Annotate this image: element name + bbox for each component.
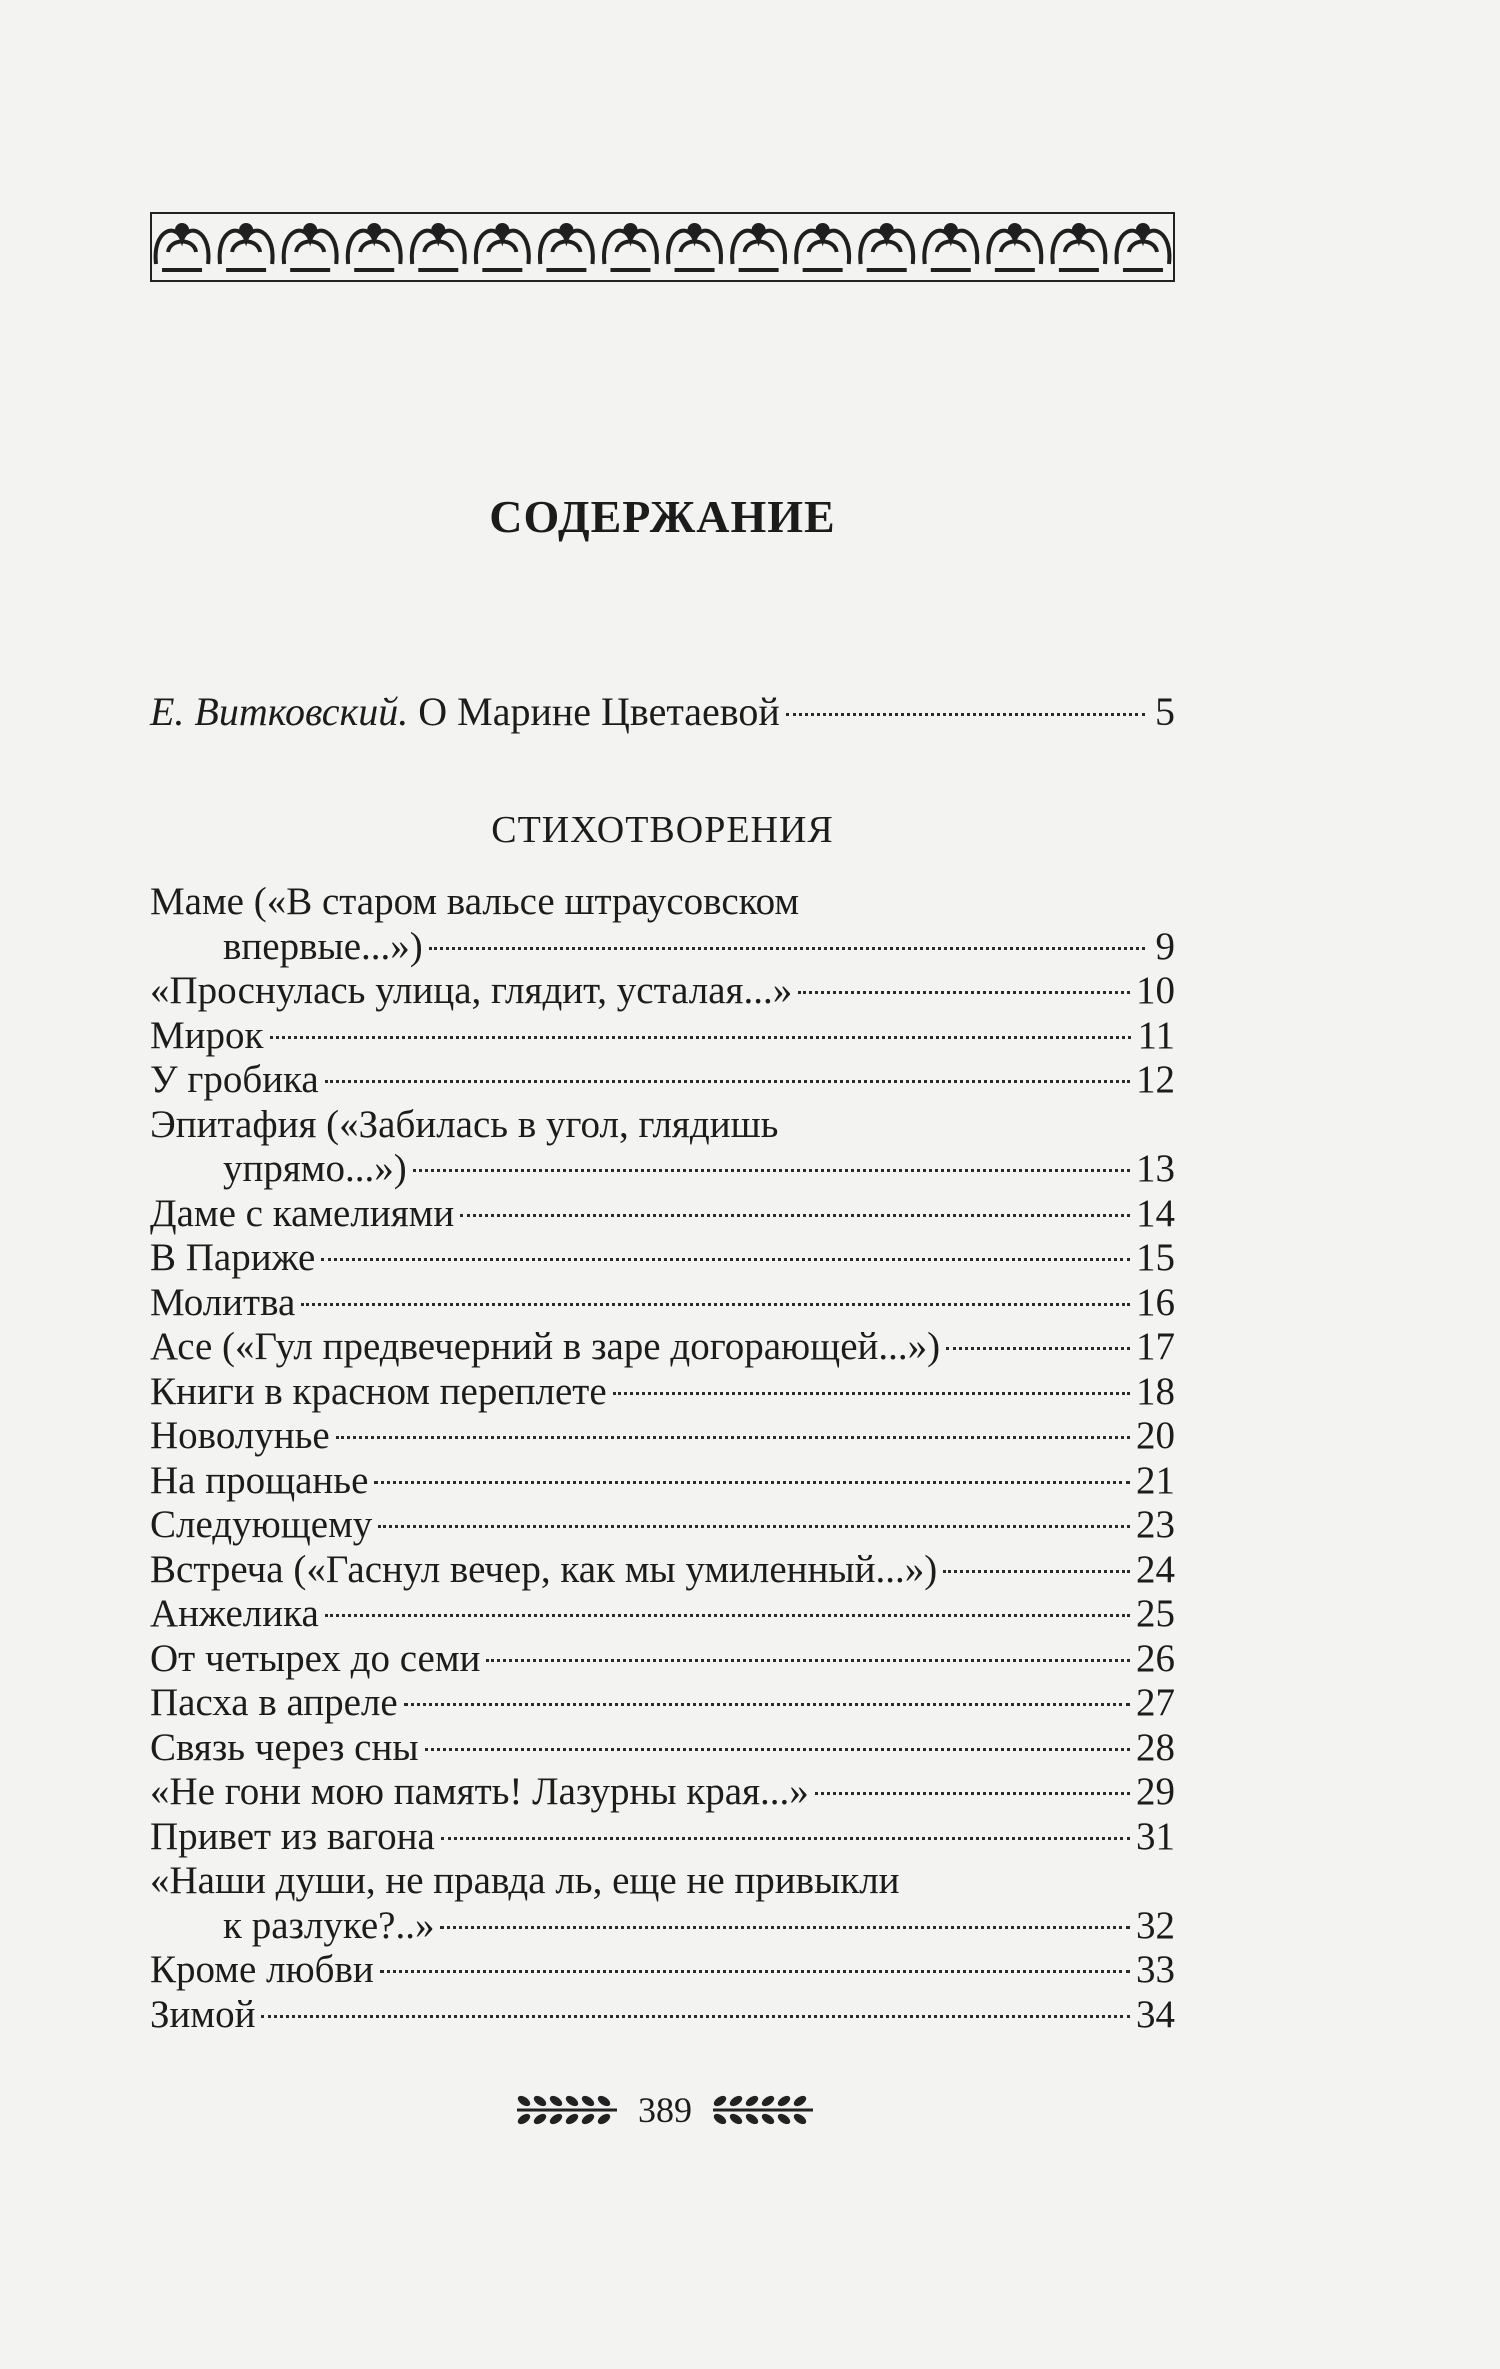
- intro-entry[interactable]: [150, 688, 1175, 735]
- toc-page-number: 33: [1136, 1948, 1175, 1991]
- toc-entry-title: У гробика: [150, 1058, 319, 1101]
- leader-dots: [441, 1837, 1130, 1840]
- ornamental-border-icon: [150, 212, 1175, 282]
- toc-page-number: 29: [1136, 1770, 1175, 1813]
- toc-page-number: 28: [1136, 1725, 1175, 1769]
- toc-entry-title: Анжелика: [150, 1592, 319, 1635]
- intro-page-number: 5: [1155, 689, 1175, 734]
- leader-dots: [325, 1614, 1130, 1617]
- toc-entry[interactable]: [150, 1681, 1175, 1726]
- toc-page-number: 25: [1136, 1592, 1175, 1635]
- toc-entry[interactable]: [150, 1236, 1175, 1281]
- leader-dots: [413, 1169, 1130, 1172]
- toc-entry-title: Книги в красном переплете: [150, 1369, 607, 1413]
- leader-dots: [380, 1970, 1130, 1973]
- toc-entry[interactable]: [150, 1948, 1175, 1993]
- toc-entry[interactable]: [150, 1503, 1175, 1548]
- toc-entry-title: Даме с камелиями: [150, 1191, 455, 1235]
- leader-dots: [486, 1659, 1130, 1662]
- toc-page-number: 11: [1137, 1013, 1175, 1057]
- toc-list: [150, 880, 1175, 2037]
- toc-entry-title: В Париже: [150, 1236, 316, 1279]
- toc-page-number: 23: [1136, 1503, 1175, 1546]
- toc-entry[interactable]: [150, 1726, 1175, 1771]
- toc-entry[interactable]: [150, 1548, 1175, 1593]
- leader-dots: [460, 1214, 1130, 1217]
- leader-dots: [336, 1436, 1130, 1439]
- toc-entry-title: «Не гони мою память! Лазурны края...»: [150, 1770, 809, 1813]
- toc-entry[interactable]: [150, 1325, 1175, 1370]
- toc-entry[interactable]: [150, 1414, 1175, 1459]
- toc-entry[interactable]: [150, 1103, 1175, 1192]
- toc-entry[interactable]: [150, 1058, 1175, 1103]
- toc-entry-title: Встреча («Гаснул вечер, как мы умиленный...»): [150, 1547, 938, 1591]
- toc-page-number: 24: [1136, 1547, 1175, 1591]
- leader-dots: [261, 2015, 1130, 2018]
- leaf-ornament-right-icon: [708, 2086, 818, 2135]
- toc-entry-title: От четырех до семи: [150, 1636, 481, 1680]
- toc-page-number: 18: [1136, 1369, 1175, 1413]
- toc-entry-title: «Наши души, не правда ль, еще не привыкли: [150, 1859, 900, 1902]
- toc-entry-title: впервые...»): [223, 924, 423, 968]
- toc-page-number: 10: [1136, 969, 1175, 1012]
- toc-page-number: 9: [1155, 924, 1175, 968]
- toc-entry[interactable]: [150, 1815, 1175, 1860]
- toc-entry[interactable]: [150, 969, 1175, 1014]
- toc-entry-title: Молитва: [150, 1280, 296, 1324]
- leader-dots: [404, 1703, 1130, 1706]
- toc-page-number: 13: [1136, 1147, 1175, 1190]
- toc-entry-title: Пасха в апреле: [150, 1681, 398, 1724]
- leader-dots: [374, 1481, 1130, 1484]
- toc-page-number: 31: [1136, 1814, 1175, 1858]
- intro-title: О Марине Цветаевой: [408, 689, 780, 734]
- page-number: 389: [638, 2090, 692, 2130]
- toc-page-number: 34: [1136, 1992, 1175, 2036]
- toc-entry[interactable]: [150, 1859, 1175, 1948]
- leader-dots: [301, 1303, 1130, 1306]
- leader-dots: [429, 947, 1145, 950]
- toc-entry-title: Привет из вагона: [150, 1814, 435, 1858]
- toc-page-number: 12: [1136, 1058, 1175, 1101]
- toc-entry-title: Связь через сны: [150, 1725, 419, 1769]
- toc-entry[interactable]: [150, 1459, 1175, 1504]
- toc-page-number: 17: [1136, 1325, 1175, 1368]
- toc-entry-title: Следующему: [150, 1503, 373, 1546]
- toc-entry[interactable]: [150, 1014, 1175, 1059]
- contents-title: СОДЕРЖАНИЕ: [489, 491, 836, 542]
- toc-page-number: 26: [1136, 1636, 1175, 1680]
- intro-author: Е. Витковский.: [150, 689, 409, 734]
- toc-page-number: 14: [1136, 1191, 1175, 1235]
- toc-entry-title: Новолунье: [150, 1414, 330, 1457]
- toc-entry[interactable]: [150, 1592, 1175, 1637]
- toc-entry[interactable]: [150, 880, 1175, 969]
- leader-dots: [425, 1748, 1130, 1751]
- toc-page-number: 32: [1136, 1903, 1175, 1947]
- toc-entry-title: На прощанье: [150, 1458, 369, 1502]
- toc-entry[interactable]: [150, 1281, 1175, 1326]
- toc-page-number: 27: [1136, 1681, 1175, 1724]
- toc-page-number: 21: [1136, 1458, 1175, 1502]
- leader-dots: [325, 1080, 1130, 1083]
- leader-dots: [270, 1036, 1132, 1039]
- leader-dots: [613, 1392, 1130, 1395]
- toc-entry[interactable]: [150, 1370, 1175, 1415]
- toc-entry[interactable]: [150, 1192, 1175, 1237]
- page-footer: [500, 2075, 830, 2145]
- leader-dots: [321, 1258, 1130, 1261]
- leader-dots: [943, 1570, 1130, 1573]
- toc-entry-title: Зимой: [150, 1992, 256, 2036]
- leader-dots: [946, 1347, 1130, 1350]
- toc-entry-title: к разлуке?..»: [223, 1903, 435, 1947]
- toc-entry-title: упрямо...»): [223, 1147, 407, 1190]
- toc-entry-title: Мирок: [150, 1013, 264, 1057]
- toc-page-number: 16: [1136, 1280, 1175, 1324]
- toc-entry[interactable]: [150, 1770, 1175, 1815]
- toc-entry-title: Асе («Гул предвечерний в заре догорающей...»): [150, 1325, 941, 1368]
- leader-dots: [815, 1792, 1130, 1795]
- section-heading: СТИХОТВОРЕНИЯ: [491, 809, 834, 851]
- toc-page-number: 20: [1136, 1414, 1175, 1457]
- toc-entry-title: Кроме любви: [150, 1948, 374, 1991]
- toc-entry[interactable]: [150, 1993, 1175, 2038]
- toc-page-number: 15: [1136, 1236, 1175, 1279]
- leader-dots: [440, 1926, 1130, 1929]
- toc-entry-title: Маме («В старом вальсе штраусовском: [150, 880, 800, 923]
- leaf-ornament-left-icon: [512, 2086, 622, 2135]
- toc-entry-title: «Проснулась улица, глядит, усталая...»: [150, 969, 793, 1012]
- toc-entry-title: Эпитафия («Забилась в угол, глядишь: [150, 1102, 779, 1146]
- leader-dots: [798, 991, 1130, 994]
- leader-dots: [786, 713, 1145, 716]
- toc-entry[interactable]: [150, 1637, 1175, 1682]
- leader-dots: [378, 1525, 1130, 1528]
